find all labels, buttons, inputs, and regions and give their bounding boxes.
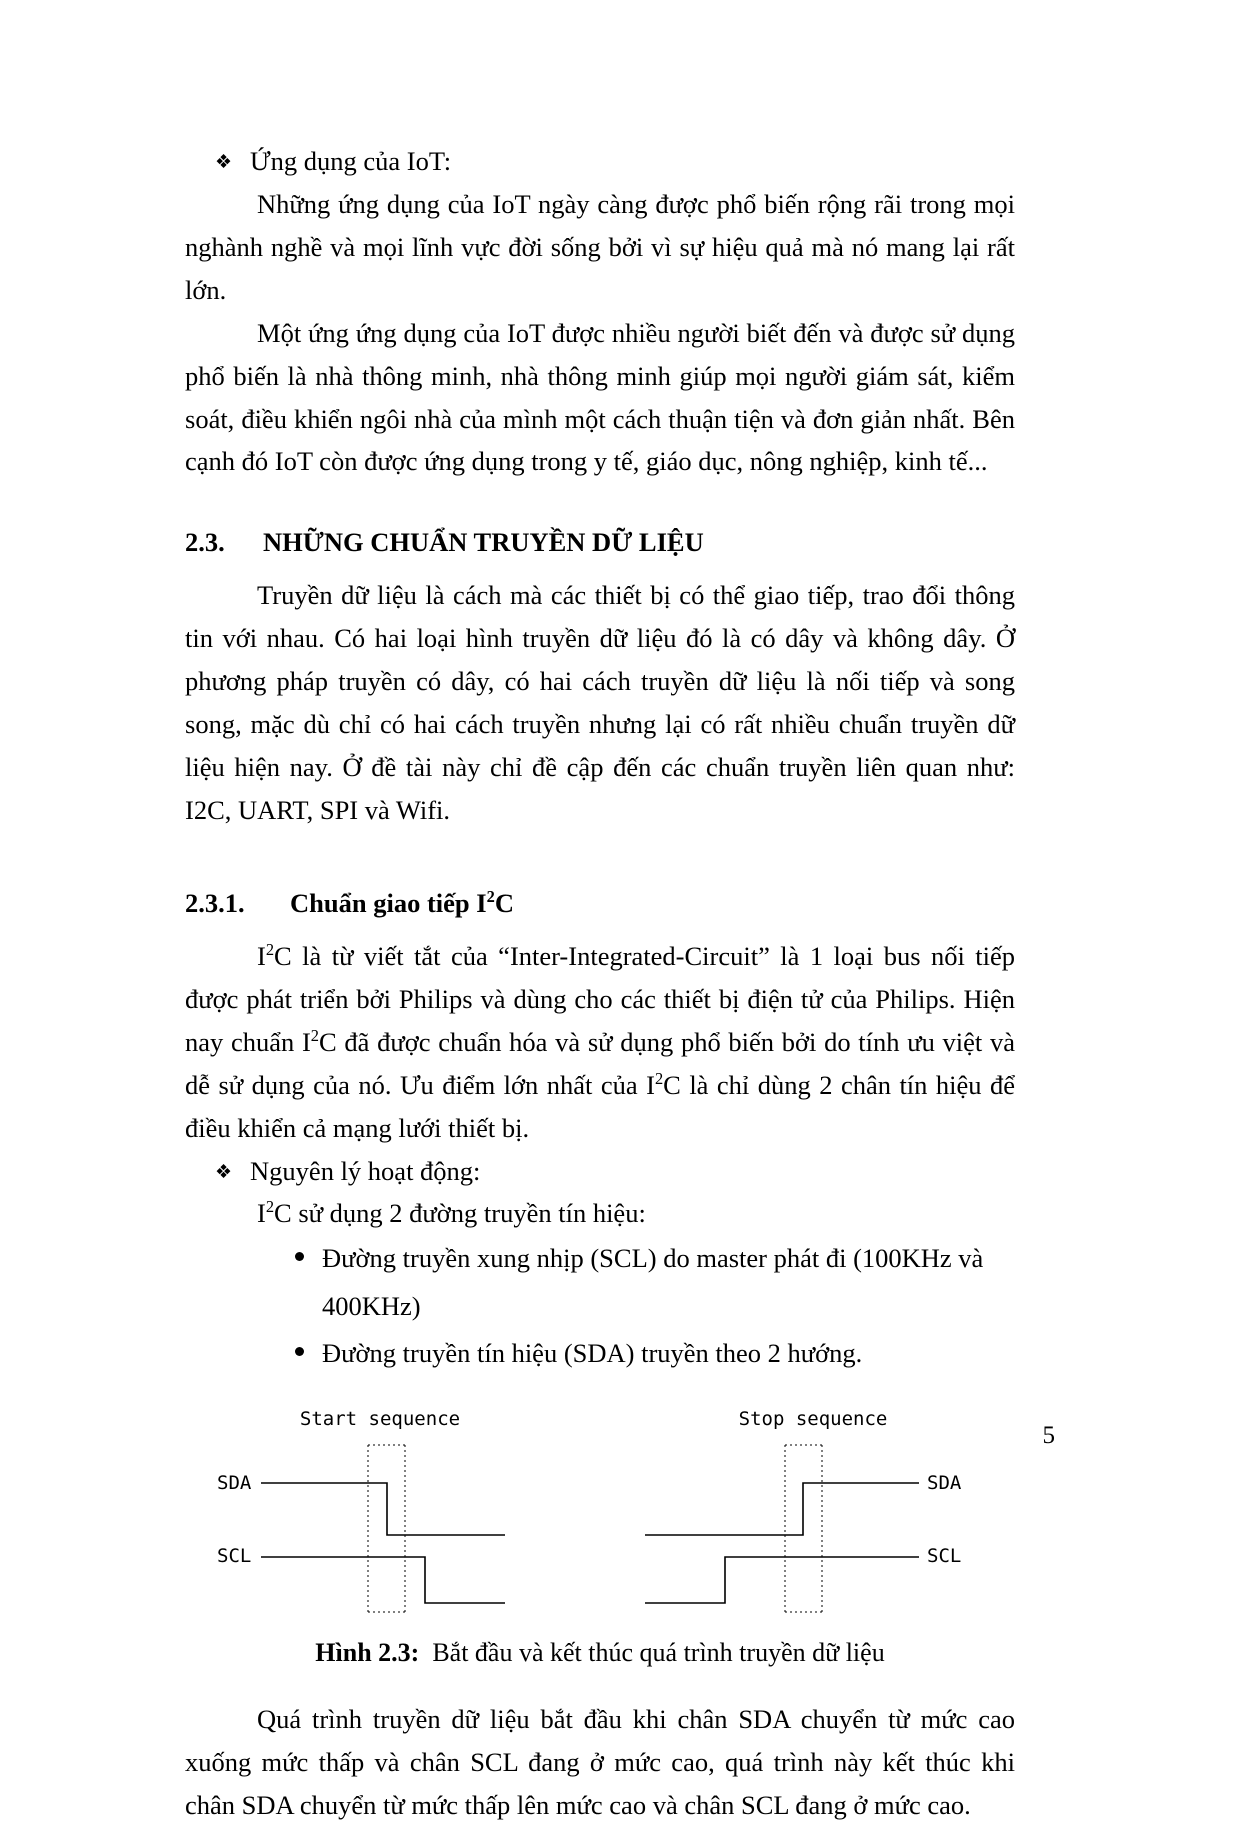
page-number: 5 xyxy=(1042,1422,1055,1449)
label-sda-right: SDA xyxy=(927,1471,962,1494)
heading-2-3-1-number: 2.3.1. xyxy=(185,887,245,918)
heading-2-3-1 xyxy=(185,888,1015,919)
heading-2-3-1-title xyxy=(290,888,514,919)
figure-title-start: Start sequence xyxy=(299,1407,461,1430)
i-glyph: I xyxy=(257,940,266,971)
paragraph-iot-2: Một ứng ứng dụng của IoT được nhiều người biết đến và được sử dụng phổ biến là nhà thông minh, nhà thông minh giúp mọi người giám sát, kiểm soát, điều khiển ngôi nhà của mình một cách thuận tiện và đơn giản nhất. Bên cạnh đó IoT còn được ứng dụng trong y tế, giáo dục, nông nghiệp, kinh tế... xyxy=(185,317,1015,477)
spacer xyxy=(185,832,1015,888)
bullet-iot-applications-label: Ứng dụng của IoT: xyxy=(250,146,452,176)
figure-title-stop: Stop sequence xyxy=(738,1407,888,1430)
list-item-sda-label: Đường truyền tín hiệu (SDA) truyền theo 2 hướng. xyxy=(322,1337,863,1368)
spacer xyxy=(185,558,1015,574)
heading-2-3-1-title-post: C xyxy=(494,887,514,918)
waveform-sda-stop xyxy=(645,1483,919,1535)
bullet-iot-applications xyxy=(185,140,1015,183)
waveform-sda-start xyxy=(261,1483,505,1535)
bullet-operating-principle xyxy=(185,1150,1015,1193)
paragraph-i2c-part-1: C là từ viết tắt của “Inter-Integrated-Circuit” là 1 loại bus nối tiếp được phát triển bởi Philips và dùng cho các thiết bị điện tử của Philips. Hiện nay chuẩn xyxy=(185,940,1015,1057)
list-item-scl xyxy=(295,1235,1015,1329)
spacer xyxy=(185,1377,1015,1407)
waveform-scl-start xyxy=(261,1557,505,1603)
signal-line-list xyxy=(185,1235,1015,1376)
figure-caption xyxy=(185,1638,1015,1668)
label-sda-left: SDA xyxy=(217,1471,252,1494)
i-glyph: I xyxy=(257,1198,266,1229)
spacer xyxy=(185,1622,1015,1638)
waveform-scl-stop xyxy=(645,1557,919,1603)
i-glyph: I xyxy=(646,1069,655,1100)
diamond-bullet-icon: ❖ xyxy=(215,1161,233,1183)
diamond-bullet-icon: ❖ xyxy=(215,152,233,173)
spacer xyxy=(185,919,1015,935)
figure-caption-text: Bắt đầu và kết thúc quá trình truyền dữ liệu xyxy=(432,1637,885,1667)
paragraph-iot-1: Những ứng dụng của IoT ngày càng được phổ biến rộng rãi trong mọi nghành nghề và mọi lĩnh vực đời sống bởi vì sự hiệu quả mà nó mang lại rất lớn. xyxy=(185,188,1015,305)
figure-i2c-timing-diagram xyxy=(185,1407,1015,1622)
line-two-signal-lines-text: C sử dụng 2 đường truyền tín hiệu: xyxy=(274,1198,646,1229)
spacer xyxy=(185,1668,1015,1698)
paragraph-2-3-1: Truyền dữ liệu là cách mà các thiết bị có thể giao tiếp, trao đổi thông tin với nhau. Có hai loại hình truyền dữ liệu đó là có dây và không dây. Ở phương pháp truyền có dây, có hai cách truyền dữ liệu là nối tiếp và song song, mặc dù chỉ có hai cách truyền nhưng lại có rất nhiều chuẩn truyền dữ liệu hiện nay. Ở đề tài này chỉ đề cập đến các chuẩn truyền liên quan như: I2C, UART, SPI và Wifi. xyxy=(185,580,1015,825)
superscript-two: 2 xyxy=(265,1197,275,1217)
heading-2-3-title: NHỮNG CHUẨN TRUYỀN DỮ LIỆU xyxy=(263,527,704,558)
i2c-start-stop-waveform-svg xyxy=(205,1407,995,1622)
superscript-two: 2 xyxy=(486,887,495,907)
round-bullet-icon xyxy=(295,1347,304,1356)
paragraph-i2c-description xyxy=(185,935,1015,1150)
list-item-sda xyxy=(295,1330,1015,1377)
paragraph-final: Quá trình truyền dữ liệu bắt đầu khi chân SDA chuyển từ mức cao xuống mức thấp và chân SCL đang ở mức cao, quá trình này kết thúc khi chân SDA chuyển từ mức thấp lên mức cao và chân SCL đang ở mức cao. xyxy=(185,1703,1015,1820)
i-glyph: I xyxy=(301,1026,311,1057)
spacer xyxy=(185,483,1015,527)
bullet-operating-principle-label: Nguyên lý hoạt động: xyxy=(250,1155,481,1186)
heading-2-3-1-title-pre: Chuẩn giao tiếp I xyxy=(290,887,487,918)
label-scl-left: SCL xyxy=(217,1544,252,1567)
superscript-two: 2 xyxy=(654,1068,664,1088)
paragraph-i2c-part-3: C là chỉ dùng 2 chân tín hiệu để điều khiển cả mạng lưới thiết bị. xyxy=(185,1069,1015,1143)
line-two-signal-lines xyxy=(185,1192,1015,1235)
heading-2-3-number: 2.3. xyxy=(185,527,225,558)
heading-2-3 xyxy=(185,527,1015,558)
figure-caption-label: Hình 2.3: xyxy=(315,1637,420,1667)
page-content xyxy=(185,140,1015,1827)
list-item-scl-label: Đường truyền xung nhịp (SCL) do master phát đi (100KHz và 400KHz) xyxy=(322,1243,984,1321)
round-bullet-icon xyxy=(295,1252,304,1261)
superscript-two: 2 xyxy=(265,940,275,960)
label-scl-right: SCL xyxy=(927,1544,962,1567)
paragraph-i2c-part-2: C đã được chuẩn hóa và sử dụng phổ biến bởi do tính ưu việt và dễ sử dụng của nó. Ưu điểm lớn nhất của xyxy=(185,1026,1015,1100)
superscript-two: 2 xyxy=(310,1025,319,1045)
